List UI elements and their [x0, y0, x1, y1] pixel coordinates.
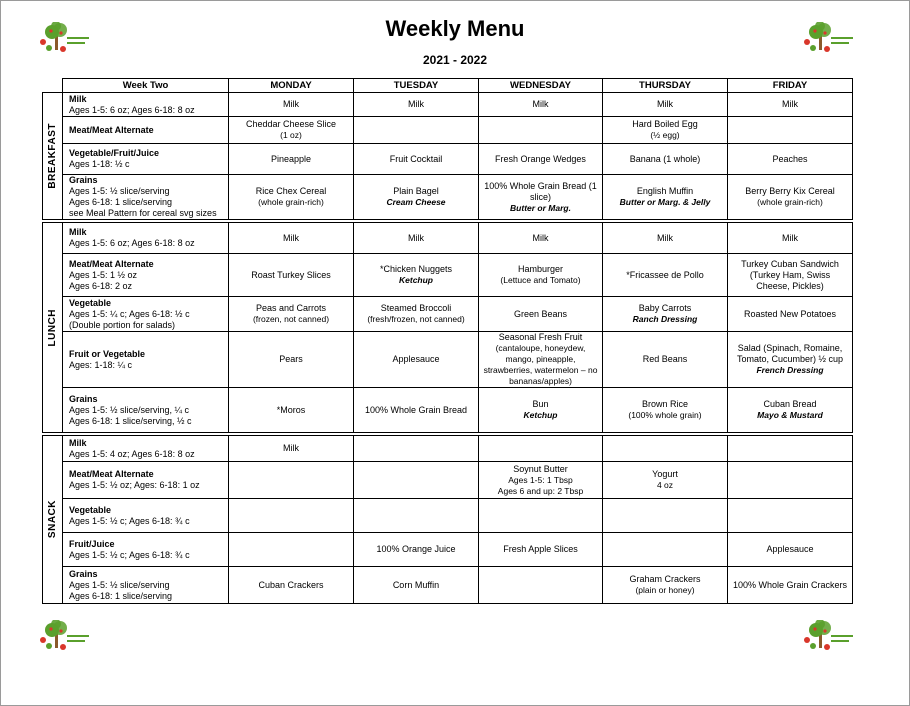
menu-cell-tuesday: [354, 175, 479, 220]
menu-cell-thursday: [603, 175, 728, 220]
menu-item: Cuban Crackers: [258, 579, 324, 590]
menu-cell-tuesday: [354, 117, 479, 144]
menu-item: Applesauce: [766, 544, 814, 554]
menu-cell-monday: [229, 297, 354, 332]
menu-cell-thursday: [603, 462, 728, 499]
menu-item: Cuban Bread: [763, 399, 817, 409]
menu-item: Seasonal Fresh Fruit: [498, 332, 583, 342]
table-row: [43, 462, 853, 499]
menu-item: Steamed Broccoli: [380, 303, 452, 313]
menu-item-note: (plain or honey): [635, 585, 695, 595]
menu-cell-wednesday: [479, 462, 603, 499]
menu-cell-thursday: [603, 499, 728, 533]
category-detail: Ages 1-5: ½ c; Ages 6-18: ¾ c: [69, 549, 190, 560]
menu-item-note: (½ egg): [650, 130, 680, 140]
menu-cell-thursday: [603, 117, 728, 144]
menu-cell-tuesday: [354, 436, 479, 462]
menu-cell-thursday: [603, 567, 728, 604]
category-name: Meat/Meat Alternate: [69, 469, 154, 479]
menu-cell-thursday: [603, 436, 728, 462]
category-detail: Ages 1-5: 1 ½ oz: [69, 269, 138, 280]
category-name: Vegetable: [69, 504, 112, 515]
table-row: [43, 254, 853, 297]
menu-cell-friday: [728, 144, 853, 175]
header-row: [43, 79, 853, 93]
category-detail: Ages 6-18: 1 slice/serving, ½ c: [69, 415, 192, 426]
category-name: Grains: [69, 175, 98, 185]
category-cell: [63, 117, 229, 144]
menu-cell-friday: [728, 388, 853, 433]
school-year: 2021 - 2022: [422, 53, 488, 67]
menu-item: 100% Whole Grain Crackers: [732, 579, 848, 590]
category-detail: Ages 6-18: 1 slice/serving: [69, 590, 173, 601]
menu-cell-tuesday: [354, 499, 479, 533]
menu-item: Peaches: [772, 153, 808, 164]
menu-item: Yogurt: [652, 469, 678, 479]
table-row: [43, 223, 853, 254]
day-header-monday: MONDAY: [229, 79, 354, 93]
menu-item-note: 4 oz: [656, 480, 674, 490]
menu-cell-tuesday: [354, 144, 479, 175]
menu-cell-monday: [229, 332, 354, 388]
menu-cell-monday: [229, 436, 354, 462]
menu-cell-friday: [728, 223, 853, 254]
category-cell: [63, 462, 229, 499]
menu-cell-friday: [728, 117, 853, 144]
menu-item: Fresh Apple Slices: [503, 544, 578, 554]
category-detail: Ages 1-5: ½ slice/serving: [69, 579, 170, 590]
menu-cell-wednesday: [479, 388, 603, 433]
menu-cell-wednesday: [479, 533, 603, 567]
table-row: [43, 93, 853, 117]
category-detail: Ages 1-5: ½ oz; Ages: 6-18: 1 oz: [69, 480, 200, 490]
category-detail: Ages 6-18: 2 oz: [69, 280, 133, 291]
menu-cell-thursday: [603, 254, 728, 297]
category-name: Milk: [69, 437, 87, 448]
category-name: Milk: [69, 227, 87, 237]
category-detail: Ages: 1-18: ¼ c: [69, 359, 133, 370]
menu-item: *Moros: [276, 404, 306, 415]
menu-item: Baby Carrots: [638, 303, 692, 313]
menu-cell-tuesday: [354, 388, 479, 433]
abc-tree-logo-icon: [802, 22, 860, 56]
menu-item: Hamburger: [517, 264, 564, 274]
menu-item-condiment: Ranch Dressing: [632, 314, 698, 324]
section-label-cell-breakfast: [43, 93, 63, 220]
menu-item-condiment: Cream Cheese: [386, 197, 446, 207]
menu-cell-monday: [229, 388, 354, 433]
menu-item: *Chicken Nuggets: [379, 264, 453, 274]
menu-item-note: (Lettuce and Tomato): [500, 275, 581, 285]
menu-cell-monday: [229, 254, 354, 297]
menu-cell-friday: [728, 567, 853, 604]
menu-cell-friday: [728, 332, 853, 388]
menu-cell-monday: [229, 533, 354, 567]
menu-item-note: (100% whole grain): [628, 410, 702, 420]
category-detail: see Meal Pattern for cereal svg sizes: [69, 208, 217, 218]
menu-item: Bun: [532, 399, 549, 409]
menu-item: Roast Turkey Slices: [251, 269, 331, 280]
menu-item-note: (1 oz): [280, 130, 302, 140]
corner-cell: [43, 79, 63, 93]
page-title: Weekly Menu: [385, 16, 525, 41]
table-row: [43, 436, 853, 462]
menu-cell-friday: [728, 499, 853, 533]
category-detail: Ages 1-5: 4 oz; Ages 6-18: 8 oz: [69, 448, 195, 459]
category-name: Fruit or Vegetable: [69, 348, 146, 359]
menu-cell-tuesday: [354, 223, 479, 254]
menu-cell-friday: [728, 436, 853, 462]
menu-cell-friday: [728, 254, 853, 297]
menu-item: Soynut Butter: [513, 463, 568, 474]
menu-item: Milk: [782, 99, 798, 109]
menu-item: Banana (1 whole): [629, 153, 701, 164]
menu-cell-thursday: [603, 93, 728, 117]
menu-cell-wednesday: [479, 297, 603, 332]
section-label-cell-lunch: [43, 223, 63, 433]
menu-cell-monday: [229, 499, 354, 533]
category-detail: Ages 6-18: 1 slice/serving: [69, 197, 173, 207]
day-header-tuesday: TUESDAY: [354, 79, 479, 93]
menu-item: English Muffin: [636, 186, 694, 196]
section-label-breakfast: BREAKFAST: [47, 123, 58, 189]
menu-item-condiment: French Dressing: [756, 365, 824, 375]
menu-item-note: (whole grain-rich): [258, 197, 324, 207]
menu-cell-wednesday: [479, 332, 603, 388]
menu-item: Milk: [283, 99, 299, 109]
category-detail: Ages 1-5: ½ slice/serving: [69, 186, 170, 196]
day-header-wednesday: WEDNESDAY: [479, 79, 603, 93]
category-detail: Ages 1-18: ½ c: [69, 159, 130, 169]
menu-cell-tuesday: [354, 93, 479, 117]
table-row: [43, 388, 853, 433]
menu-item: Roasted New Potatoes: [743, 308, 837, 319]
menu-cell-thursday: [603, 533, 728, 567]
category-cell: [63, 93, 229, 117]
category-name: Vegetable/Fruit/Juice: [69, 148, 160, 158]
menu-cell-friday: [728, 533, 853, 567]
menu-item: Milk: [408, 99, 424, 109]
menu-cell-monday: [229, 223, 354, 254]
menu-item: Milk: [657, 99, 673, 109]
category-name: Fruit/Juice: [69, 538, 115, 549]
menu-item-condiment: Mayo & Mustard: [757, 410, 823, 420]
category-cell: [63, 388, 229, 433]
category-cell: [63, 499, 229, 533]
menu-item: 100% Whole Grain Bread (1 slice): [484, 180, 597, 202]
menu-cell-wednesday: [479, 254, 603, 297]
category-cell: [63, 332, 229, 388]
menu-cell-wednesday: [479, 223, 603, 254]
menu-cell-wednesday: [479, 144, 603, 175]
category-detail: Ages 1-5: 6 oz; Ages 6-18: 8 oz: [69, 238, 195, 248]
day-header-friday: FRIDAY: [728, 79, 853, 93]
menu-cell-wednesday: [479, 436, 603, 462]
category-detail: Ages 1-5: ½ c; Ages 6-18: ¾ c: [69, 515, 190, 526]
category-cell: [63, 223, 229, 254]
menu-item: Pears: [279, 354, 303, 364]
menu-item-note: Ages 1-5: 1 Tbsp Ages 6 and up: 2 Tbsp: [497, 474, 584, 496]
menu-item-condiment: Ketchup: [399, 275, 433, 285]
menu-item: Peas and Carrots: [255, 303, 327, 313]
weekly-menu-table: [42, 78, 853, 604]
menu-item: Applesauce: [392, 354, 440, 364]
menu-item: Berry Berry Kix Cereal: [745, 186, 835, 196]
table-row: [43, 175, 853, 220]
table-row: [43, 332, 853, 388]
category-cell: [63, 144, 229, 175]
menu-item-condiment: Butter or Marg. & Jelly: [619, 197, 711, 207]
menu-item: Green Beans: [513, 308, 568, 319]
category-name: Meat/Meat Alternate: [69, 258, 154, 269]
menu-item: Rice Chex Cereal: [255, 186, 327, 196]
menu-cell-friday: [728, 462, 853, 499]
menu-cell-wednesday: [479, 175, 603, 220]
menu-item: Milk: [283, 232, 299, 243]
menu-cell-wednesday: [479, 93, 603, 117]
category-detail: Ages 1-5: 6 oz; Ages 6-18: 8 oz: [69, 104, 195, 115]
category-name: Milk: [69, 93, 87, 104]
menu-cell-tuesday: [354, 533, 479, 567]
category-cell: [63, 533, 229, 567]
menu-cell-monday: [229, 144, 354, 175]
category-cell: [63, 175, 229, 220]
menu-item-condiment: Butter or Marg.: [510, 202, 571, 213]
menu-item: Milk: [657, 232, 673, 243]
menu-item: Brown Rice: [641, 399, 688, 409]
category-detail: (Double portion for salads): [69, 319, 176, 330]
menu-item: Milk: [283, 443, 299, 453]
menu-cell-tuesday: [354, 462, 479, 499]
menu-cell-monday: [229, 175, 354, 220]
menu-item-condiment: Ketchup: [523, 410, 558, 420]
menu-cell-monday: [229, 462, 354, 499]
category-name: Vegetable: [69, 297, 112, 308]
menu-cell-thursday: [603, 332, 728, 388]
table-row: [43, 533, 853, 567]
menu-cell-thursday: [603, 297, 728, 332]
menu-item: Plain Bagel: [393, 186, 439, 196]
category-detail: Ages 1-5: ½ slice/serving, ¼ c: [69, 404, 190, 415]
menu-cell-thursday: [603, 223, 728, 254]
menu-item-note: (fresh/frozen, not canned): [367, 314, 465, 324]
table-row: [43, 117, 853, 144]
menu-cell-thursday: [603, 388, 728, 433]
section-label-snack: SNACK: [47, 500, 58, 539]
category-cell: [63, 436, 229, 462]
week-label: Week Two: [63, 79, 229, 93]
menu-item: Fruit Cocktail: [389, 153, 443, 164]
menu-item: Milk: [782, 232, 798, 243]
category-cell: [63, 297, 229, 332]
menu-cell-friday: [728, 93, 853, 117]
menu-cell-wednesday: [479, 567, 603, 604]
menu-cell-wednesday: [479, 499, 603, 533]
table-row: [43, 144, 853, 175]
menu-cell-tuesday: [354, 254, 479, 297]
menu-cell-tuesday: [354, 332, 479, 388]
menu-item: Fresh Orange Wedges: [495, 153, 586, 164]
menu-item: Red Beans: [642, 354, 688, 364]
menu-item: *Fricassee de Pollo: [626, 269, 704, 280]
menu-cell-monday: [229, 93, 354, 117]
menu-item: Milk: [532, 232, 549, 243]
category-name: Grains: [69, 568, 98, 579]
category-name: Grains: [69, 393, 98, 404]
menu-cell-tuesday: [354, 567, 479, 604]
menu-cell-wednesday: [479, 117, 603, 144]
menu-cell-monday: [229, 567, 354, 604]
section-label-lunch: LUNCH: [47, 308, 58, 347]
day-header-thursday: THURSDAY: [603, 79, 728, 93]
menu-cell-thursday: [603, 144, 728, 175]
menu-item: Salad (Spinach, Romaine, Tomato, Cucumber) ½ cup: [736, 343, 844, 364]
abc-tree-logo-icon: [38, 22, 96, 56]
menu-item: Graham Crackers: [629, 574, 701, 584]
menu-item: Hard Boiled Egg: [632, 119, 698, 129]
table-row: [43, 567, 853, 604]
abc-tree-logo-icon: [802, 620, 860, 654]
abc-tree-logo-icon: [38, 620, 96, 654]
menu-cell-tuesday: [354, 297, 479, 332]
table-row: [43, 297, 853, 332]
menu-cell-friday: [728, 297, 853, 332]
menu-item: Corn Muffin: [392, 579, 440, 590]
menu-item: Milk: [532, 99, 549, 109]
category-cell: [63, 567, 229, 604]
category-name: Meat/Meat Alternate: [69, 124, 154, 135]
category-detail: Ages 1-5: ¼ c; Ages 6-18: ½ c: [69, 308, 190, 319]
table-row: [43, 499, 853, 533]
menu-item-note: (cantaloupe, honeydew, mango, pineapple, strawberries, watermelon – no bananas/apples): [483, 343, 598, 386]
menu-item: 100% Whole Grain Bread: [364, 404, 468, 415]
menu-item: Cheddar Cheese Slice: [245, 119, 337, 129]
menu-item: Pineapple: [270, 153, 312, 164]
menu-item: 100% Orange Juice: [376, 544, 456, 554]
menu-cell-monday: [229, 117, 354, 144]
menu-item: Milk: [408, 232, 424, 243]
menu-item: Turkey Cuban Sandwich (Turkey Ham, Swiss Cheese, Pickles): [741, 258, 839, 291]
menu-item-note: (whole grain-rich): [757, 197, 823, 207]
section-label-cell-snack: [43, 436, 63, 604]
menu-cell-friday: [728, 175, 853, 220]
category-cell: [63, 254, 229, 297]
menu-item-note: (frozen, not canned): [252, 314, 330, 324]
